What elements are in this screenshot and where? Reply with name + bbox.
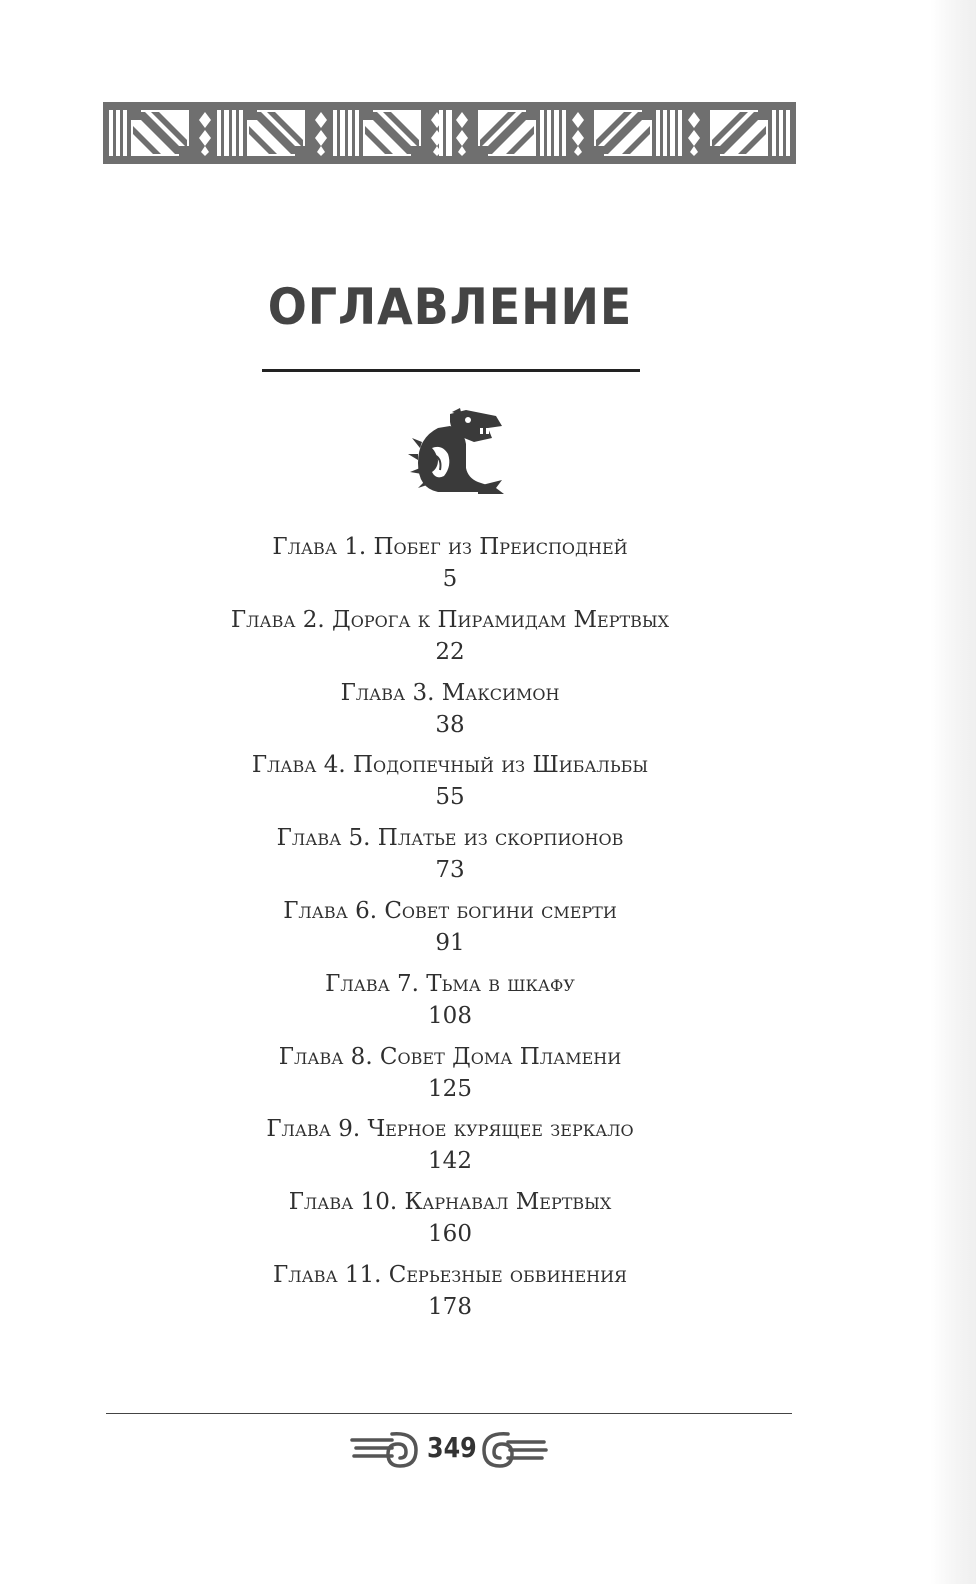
toc-entry-page: 38 [435, 711, 465, 738]
toc-entry-page: 125 [428, 1075, 472, 1102]
toc-entry-page: 5 [442, 566, 458, 592]
footer-divider [106, 1413, 792, 1414]
toc-entry-title: Глава 1. Побег из Преисподней [272, 534, 628, 560]
aztec-pattern-border [103, 102, 796, 164]
toc-entry-1[interactable] [0, 530, 900, 603]
toc-entry-page: 91 [435, 929, 465, 956]
toc-entry-title: Глава 3. Максимон [340, 679, 560, 706]
toc-entry-7[interactable] [0, 967, 900, 1040]
toc-entry-4[interactable] [0, 748, 900, 821]
toc-entry-title: Глава 5. Платье из скорпионов [276, 825, 624, 852]
table-of-contents [0, 530, 900, 1331]
toc-entry-2[interactable] [0, 603, 900, 676]
toc-entry-page: 55 [435, 784, 465, 811]
toc-entry-3[interactable] [0, 676, 900, 749]
toc-entry-title: Глава 6. Совет богини смерти [283, 897, 617, 924]
toc-entry-title: Глава 9. Черное курящее зеркало [266, 1116, 634, 1143]
toc-entry-title: Глава 10. Карнавал Мертвых [288, 1189, 612, 1216]
title-underline [262, 369, 640, 372]
aztec-dog-icon [408, 408, 504, 498]
toc-entry-page: 108 [428, 1002, 472, 1029]
toc-entry-5[interactable] [0, 821, 900, 894]
toc-entry-title: Глава 2. Дорога к Пирамидам Мертвых [230, 606, 670, 633]
toc-entry-10[interactable] [0, 1185, 900, 1258]
spiral-wave-icon [352, 1434, 416, 1466]
toc-entry-11[interactable] [0, 1258, 900, 1331]
toc-entry-page: 178 [428, 1293, 472, 1320]
spiral-wave-icon [484, 1434, 546, 1466]
toc-entry-page: 160 [428, 1221, 472, 1248]
toc-entry-page: 73 [435, 857, 465, 884]
toc-entry-page: 22 [435, 638, 465, 665]
toc-entry-title: Глава 4. Подопечный из Шибальбы [251, 752, 649, 779]
toc-entry-title: Глава 8. Совет Дома Пламени [278, 1043, 622, 1070]
toc-entry-8[interactable] [0, 1040, 900, 1113]
toc-entry-page: 142 [428, 1148, 472, 1175]
page-number: 349 [427, 1431, 477, 1464]
toc-entry-6[interactable] [0, 894, 900, 967]
toc-entry-9[interactable] [0, 1112, 900, 1185]
page-title: ОГЛАВЛЕНИЕ [267, 278, 633, 336]
toc-entry-title: Глава 11. Серьезные обвинения [273, 1261, 627, 1288]
toc-entry-title: Глава 7. Тьма в шкафу [325, 970, 575, 997]
page-edge-shadow [930, 0, 976, 1584]
